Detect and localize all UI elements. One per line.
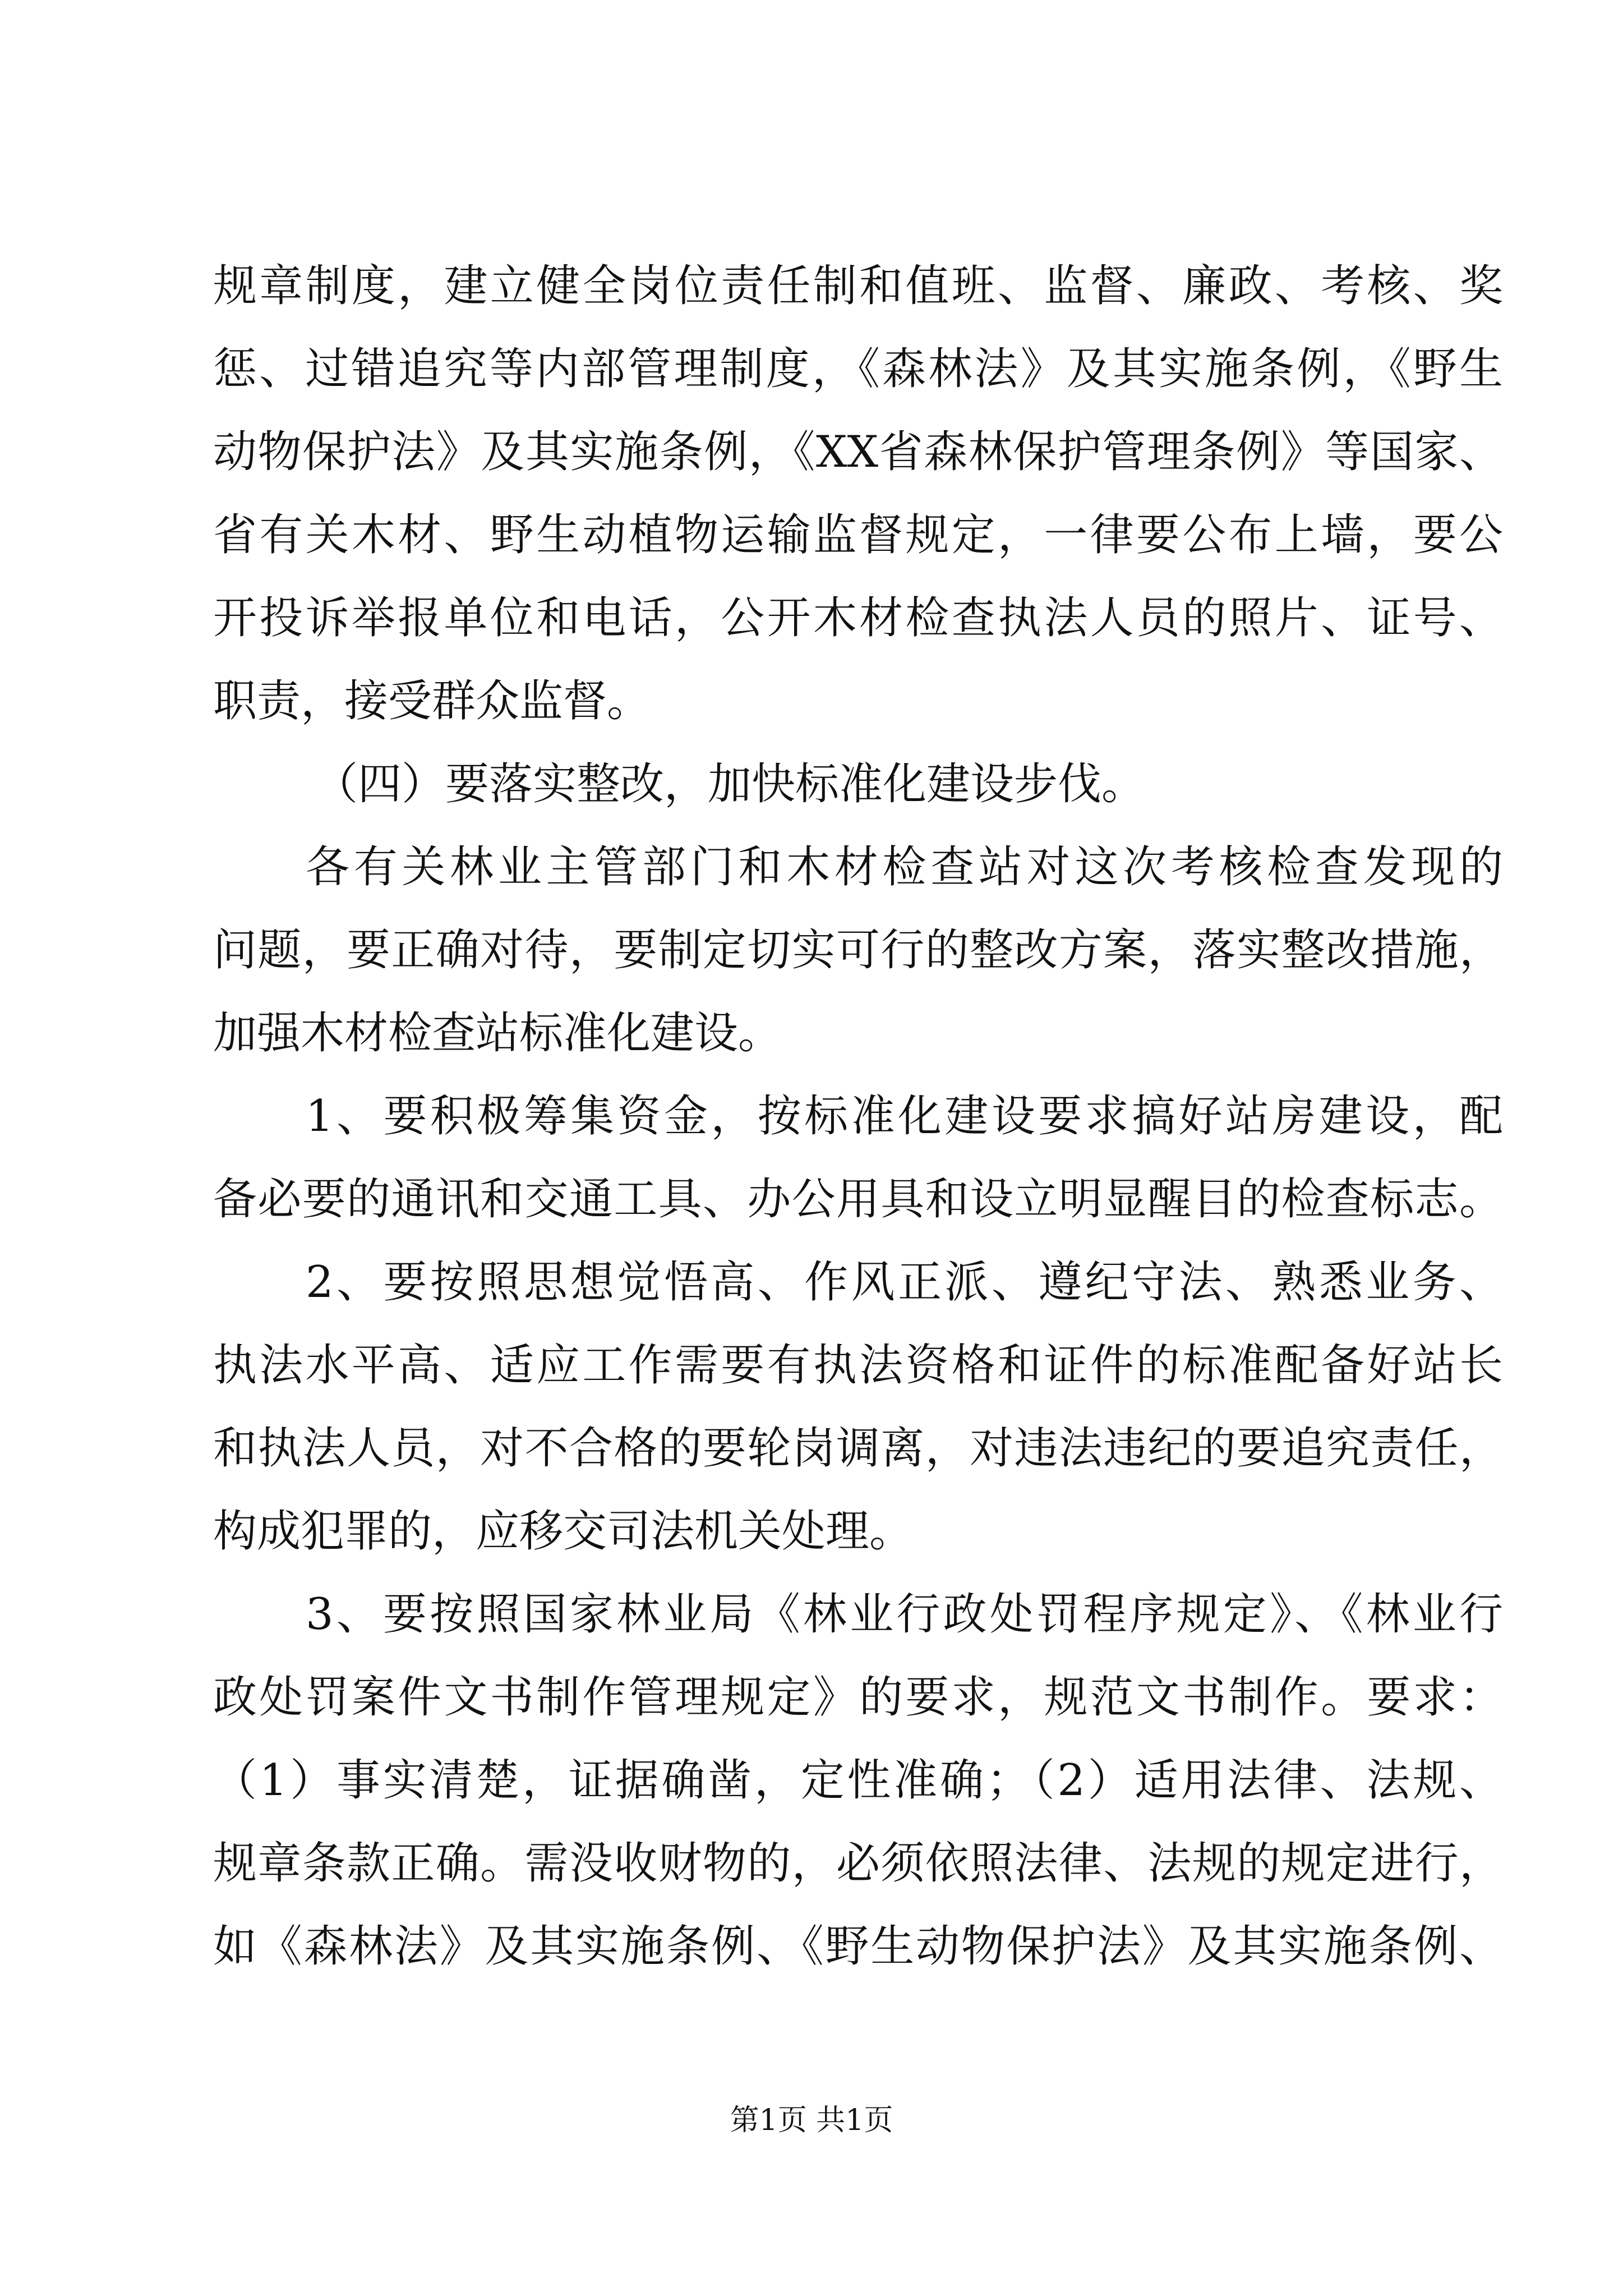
text-line: 如《森林法》及其实施条例、《野生动物保护法》及其实施条例、 [213,1921,1503,1972]
text-line: 惩、过错追究等内部管理制度，《森林法》及其实施条例，《野生 [213,344,1503,394]
text-line: 加强木材检查站标准化建设。 [213,1008,782,1059]
text-line: （1）事实清楚，证据确凿，定性准确；（2）适用法律、法规、 [213,1755,1503,1806]
text-line: 开投诉举报单位和电话，公开木材检查执法人员的照片、证号、 [213,593,1503,643]
section-heading: （四）要落实整改，加快标准化建设步伐。 [314,759,1146,809]
text-line: 问题，要正确对待，要制定切实可行的整改方案，落实整改措施， [213,925,1503,976]
page-number-footer: 第1页 共1页 [730,2104,893,2137]
text-line: 省有关木材、野生动植物运输监督规定，一律要公布上墙，要公 [213,510,1503,560]
text-line: 备必要的通讯和交通工具、办公用具和设立明显醒目的检查标志。 [213,1174,1503,1225]
text-line: 动物保护法》及其实施条例，《XX省森林保护管理条例》等国家、 [213,427,1503,477]
text-line: 执法水平高、适应工作需要有执法资格和证件的标准配备好站长 [213,1340,1503,1391]
text-line: 各有关林业主管部门和木材检查站对这次考核检查发现的 [306,842,1503,892]
text-line: 1、要积极筹集资金，按标准化建设要求搞好站房建设，配 [306,1091,1503,1142]
text-line: 2、要按照思想觉悟高、作风正派、遵纪守法、熟悉业务、 [306,1257,1503,1308]
text-line: 规章制度，建立健全岗位责任制和值班、监督、廉政、考核、奖 [213,261,1503,311]
text-line: 政处罚案件文书制作管理规定》的要求，规范文书制作。要求： [213,1672,1503,1723]
text-line: 3、要按照国家林业局《林业行政处罚程序规定》、《林业行 [306,1589,1503,1640]
text-line: 职责，接受群众监督。 [213,676,651,726]
text-line: 规章条款正确。需没收财物的，必须依照法律、法规的规定进行， [213,1838,1503,1889]
text-line: 和执法人员，对不合格的要轮岗调离，对违法违纪的要追究责任， [213,1423,1503,1474]
text-line: 构成犯罪的，应移交司法机关处理。 [213,1506,914,1557]
